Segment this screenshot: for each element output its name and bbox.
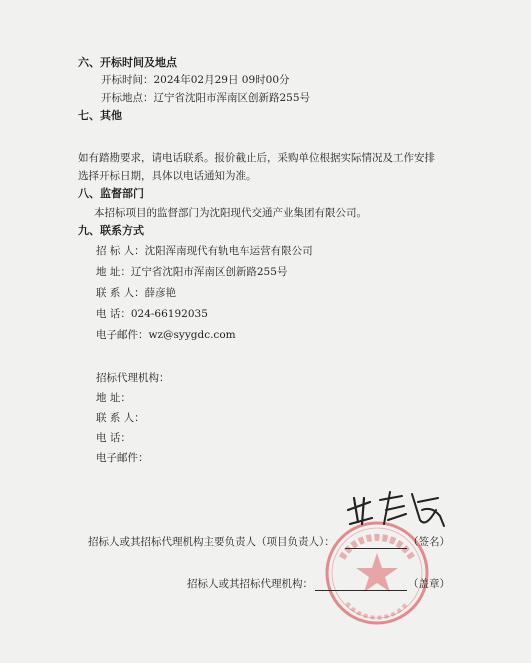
handwritten-signature xyxy=(340,480,450,540)
section-6-heading: 六、开标时间及地点 xyxy=(78,56,177,69)
other-paragraph-line-2: 选择开标日期，具体以电话通知为准。 xyxy=(78,170,257,182)
agency-contact-line: 联 系 人： xyxy=(96,412,145,424)
seal-note: （盖章） xyxy=(408,578,450,590)
bid-opening-place: 开标地点：辽宁省沈阳市浑南区创新路255号 xyxy=(101,92,311,104)
email-line: 电子邮件：wz@syygdc.com xyxy=(96,329,236,341)
principal-label: 招标人或其招标代理机构主要负责人（项目负责人）： xyxy=(88,536,335,548)
agency-address-line: 地 址： xyxy=(96,392,131,404)
phone-line: 电 话：024-66192035 xyxy=(96,308,208,320)
tenderer-line: 招 标 人：沈阳浑南现代有轨电车运营有限公司 xyxy=(96,245,313,257)
agency-email-line: 电子邮件： xyxy=(96,452,149,464)
principal-signature-line xyxy=(345,548,407,549)
organization-seal-line xyxy=(315,590,407,591)
contact-line: 联 系 人：薛彦艳 xyxy=(96,287,177,299)
section-9-heading: 九、联系方式 xyxy=(78,224,144,237)
sign-note: （签名） xyxy=(408,536,450,548)
agency-label: 招标代理机构： xyxy=(96,372,170,384)
organization-label: 招标人或其招标代理机构： xyxy=(187,578,313,590)
section-7-heading: 七、其他 xyxy=(78,109,122,122)
supervision-text: 本招标项目的监督部门为沈阳现代交通产业集团有限公司。 xyxy=(94,207,367,219)
section-8-heading: 八、监督部门 xyxy=(78,187,144,200)
address-line: 地 址：辽宁省沈阳市浑南区创新路255号 xyxy=(96,266,288,278)
other-paragraph-line-1: 如有踏勘要求，请电话联系。报价截止后，采购单位根据实际情况及工作安排 xyxy=(78,152,435,164)
bid-opening-time: 开标时间：2024年02月29日 09时00分 xyxy=(101,74,290,86)
agency-phone-line: 电 话： xyxy=(96,432,131,444)
